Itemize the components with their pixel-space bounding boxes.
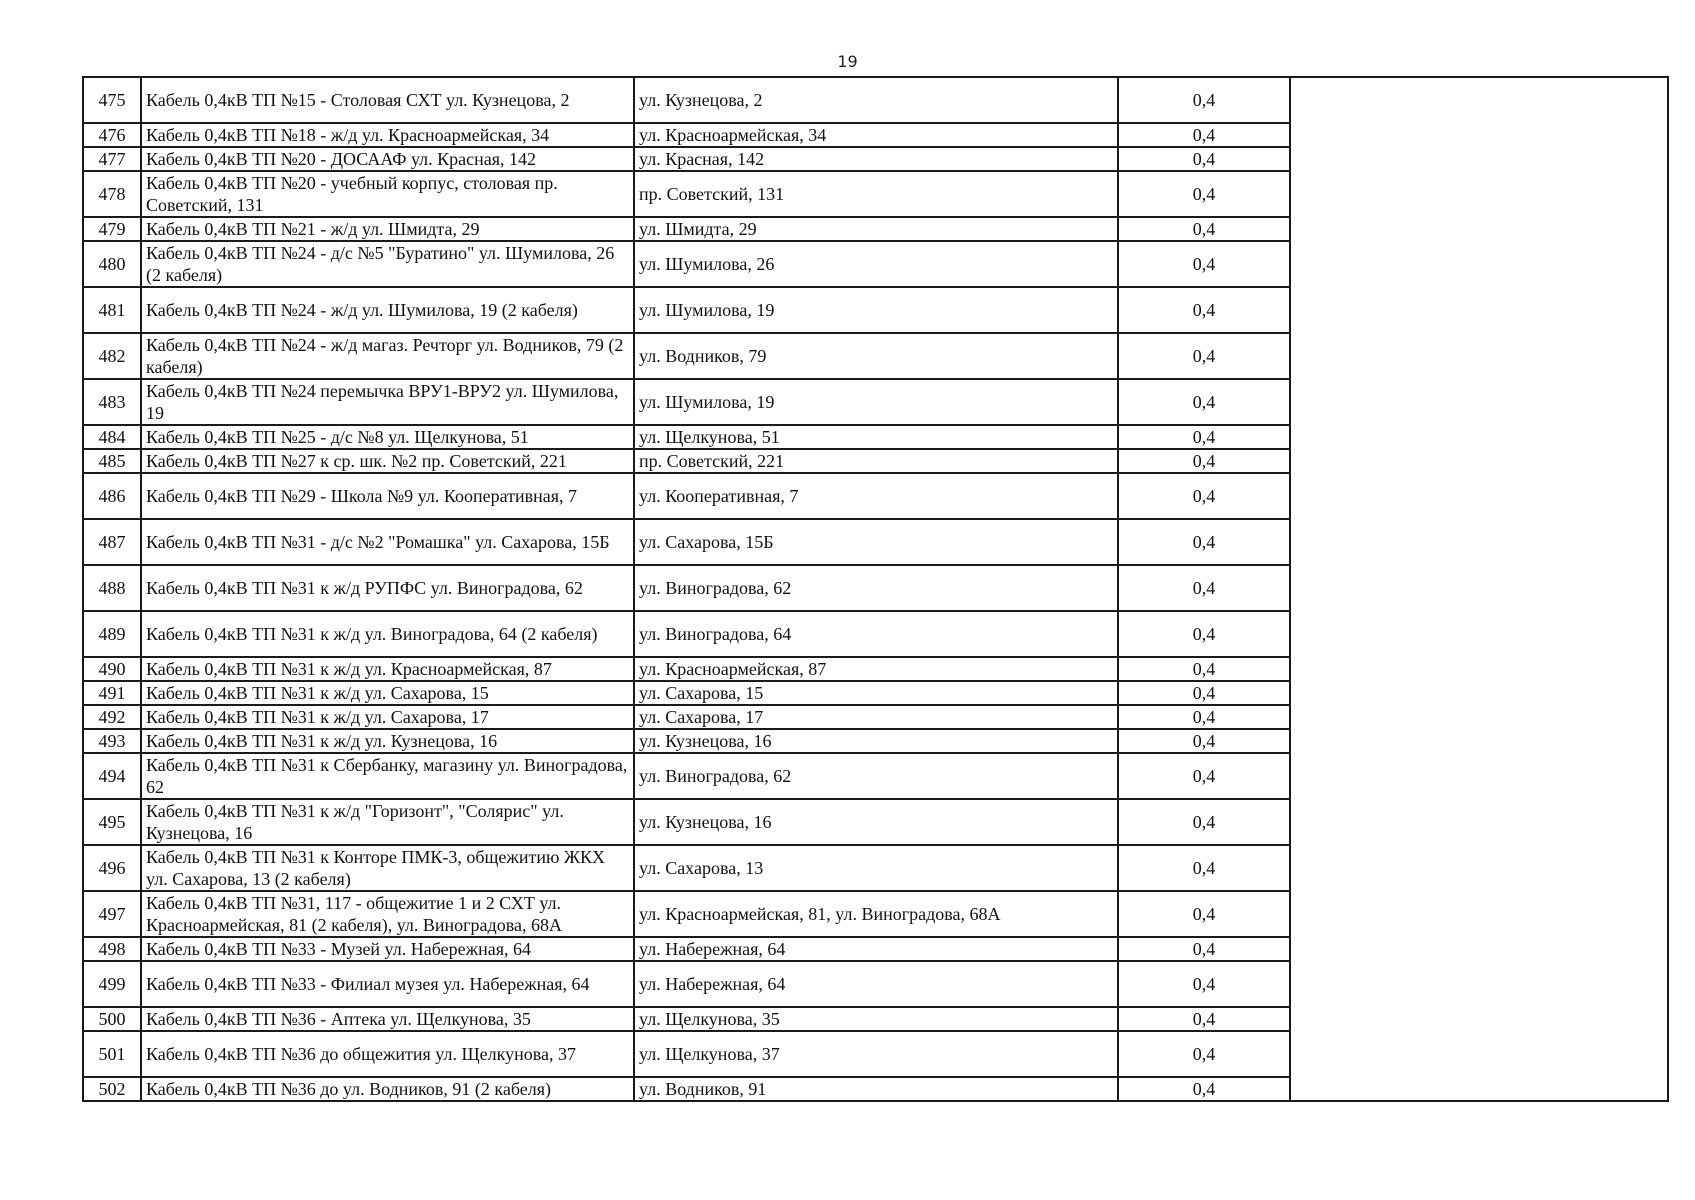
row-number: 502 bbox=[83, 1077, 141, 1101]
cable-address: пр. Советский, 131 bbox=[634, 171, 1118, 217]
cable-voltage: 0,4 bbox=[1118, 937, 1290, 961]
cable-name: Кабель 0,4кВ ТП №29 - Школа №9 ул. Кооперативная, 7 bbox=[141, 473, 634, 519]
cable-name: Кабель 0,4кВ ТП №31 к ж/д ул. Виноградова, 64 (2 кабеля) bbox=[141, 611, 634, 657]
cable-address: ул. Водников, 79 bbox=[634, 333, 1118, 379]
cable-name: Кабель 0,4кВ ТП №20 - ДОСААФ ул. Красная, 142 bbox=[141, 147, 634, 171]
row-number: 480 bbox=[83, 241, 141, 287]
cable-address: ул. Красноармейская, 34 bbox=[634, 123, 1118, 147]
cable-name: Кабель 0,4кВ ТП №31 к ж/д ул. Сахарова, 17 bbox=[141, 705, 634, 729]
row-number: 501 bbox=[83, 1031, 141, 1077]
cable-voltage: 0,4 bbox=[1118, 123, 1290, 147]
cable-name: Кабель 0,4кВ ТП №15 - Столовая СХТ ул. Кузнецова, 2 bbox=[141, 77, 634, 123]
cable-address: ул. Сахарова, 13 bbox=[634, 845, 1118, 891]
cable-address: ул. Виноградова, 62 bbox=[634, 753, 1118, 799]
cable-voltage: 0,4 bbox=[1118, 287, 1290, 333]
cable-voltage: 0,4 bbox=[1118, 799, 1290, 845]
cable-name: Кабель 0,4кВ ТП №18 - ж/д ул. Красноармейская, 34 bbox=[141, 123, 634, 147]
cable-name: Кабель 0,4кВ ТП №33 - Музей ул. Набережная, 64 bbox=[141, 937, 634, 961]
cable-voltage: 0,4 bbox=[1118, 1007, 1290, 1031]
cable-name: Кабель 0,4кВ ТП №24 - ж/д магаз. Речторг ул. Водников, 79 (2 кабеля) bbox=[141, 333, 634, 379]
cable-voltage: 0,4 bbox=[1118, 147, 1290, 171]
cable-address: ул. Водников, 91 bbox=[634, 1077, 1118, 1101]
cable-name: Кабель 0,4кВ ТП №36 до общежития ул. Щелкунова, 37 bbox=[141, 1031, 634, 1077]
cable-address: ул. Кузнецова, 16 bbox=[634, 799, 1118, 845]
row-number: 500 bbox=[83, 1007, 141, 1031]
row-number: 478 bbox=[83, 171, 141, 217]
row-number: 494 bbox=[83, 753, 141, 799]
cable-voltage: 0,4 bbox=[1118, 519, 1290, 565]
row-number: 499 bbox=[83, 961, 141, 1007]
cable-name: Кабель 0,4кВ ТП №33 - Филиал музея ул. Набережная, 64 bbox=[141, 961, 634, 1007]
cable-name: Кабель 0,4кВ ТП №31 к ж/д "Горизонт", "Солярис" ул. Кузнецова, 16 bbox=[141, 799, 634, 845]
cable-name: Кабель 0,4кВ ТП №31 к Конторе ПМК-3, общежитию ЖКХ ул. Сахарова, 13 (2 кабеля) bbox=[141, 845, 634, 891]
row-number: 483 bbox=[83, 379, 141, 425]
cable-voltage: 0,4 bbox=[1118, 379, 1290, 425]
row-number: 493 bbox=[83, 729, 141, 753]
cable-address: ул. Кузнецова, 2 bbox=[634, 77, 1118, 123]
cable-name: Кабель 0,4кВ ТП №31 - д/с №2 "Ромашка" ул. Сахарова, 15Б bbox=[141, 519, 634, 565]
cable-name: Кабель 0,4кВ ТП №24 - ж/д ул. Шумилова, 19 (2 кабеля) bbox=[141, 287, 634, 333]
row-number: 495 bbox=[83, 799, 141, 845]
row-number: 490 bbox=[83, 657, 141, 681]
cable-address: ул. Шумилова, 26 bbox=[634, 241, 1118, 287]
cable-name: Кабель 0,4кВ ТП №36 - Аптека ул. Щелкунова, 35 bbox=[141, 1007, 634, 1031]
cable-voltage: 0,4 bbox=[1118, 681, 1290, 705]
cable-name: Кабель 0,4кВ ТП №20 - учебный корпус, столовая пр. Советский, 131 bbox=[141, 171, 634, 217]
cable-name: Кабель 0,4кВ ТП №31, 117 - общежитие 1 и 2 СХТ ул. Красноармейская, 81 (2 кабеля), ул. Виноградова, 68А bbox=[141, 891, 634, 937]
cable-address: ул. Шумилова, 19 bbox=[634, 379, 1118, 425]
row-number: 477 bbox=[83, 147, 141, 171]
row-number: 482 bbox=[83, 333, 141, 379]
cable-name: Кабель 0,4кВ ТП №21 - ж/д ул. Шмидта, 29 bbox=[141, 217, 634, 241]
cable-name: Кабель 0,4кВ ТП №24 перемычка ВРУ1-ВРУ2 ул. Шумилова, 19 bbox=[141, 379, 634, 425]
row-number: 481 bbox=[83, 287, 141, 333]
cable-name: Кабель 0,4кВ ТП №31 к ж/д ул. Красноармейская, 87 bbox=[141, 657, 634, 681]
cable-voltage: 0,4 bbox=[1118, 845, 1290, 891]
cable-address: ул. Сахарова, 17 bbox=[634, 705, 1118, 729]
cable-address: ул. Набережная, 64 bbox=[634, 961, 1118, 1007]
cable-address: ул. Красноармейская, 87 bbox=[634, 657, 1118, 681]
cable-name: Кабель 0,4кВ ТП №24 - д/с №5 "Буратино" ул. Шумилова, 26 (2 кабеля) bbox=[141, 241, 634, 287]
row-number: 475 bbox=[83, 77, 141, 123]
cable-voltage: 0,4 bbox=[1118, 77, 1290, 123]
cable-name: Кабель 0,4кВ ТП №31 к ж/д ул. Кузнецова, 16 bbox=[141, 729, 634, 753]
row-number: 492 bbox=[83, 705, 141, 729]
cable-voltage: 0,4 bbox=[1118, 241, 1290, 287]
row-number: 497 bbox=[83, 891, 141, 937]
row-number: 486 bbox=[83, 473, 141, 519]
cable-address: ул. Сахарова, 15Б bbox=[634, 519, 1118, 565]
cable-voltage: 0,4 bbox=[1118, 961, 1290, 1007]
row-number: 476 bbox=[83, 123, 141, 147]
row-number: 479 bbox=[83, 217, 141, 241]
cable-voltage: 0,4 bbox=[1118, 753, 1290, 799]
cable-address: ул. Шмидта, 29 bbox=[634, 217, 1118, 241]
cable-address: пр. Советский, 221 bbox=[634, 449, 1118, 473]
cable-voltage: 0,4 bbox=[1118, 473, 1290, 519]
cable-address: ул. Виноградова, 62 bbox=[634, 565, 1118, 611]
cable-name: Кабель 0,4кВ ТП №36 до ул. Водников, 91 (2 кабеля) bbox=[141, 1077, 634, 1101]
cable-voltage: 0,4 bbox=[1118, 891, 1290, 937]
cable-address: ул. Щелкунова, 35 bbox=[634, 1007, 1118, 1031]
cable-address: ул. Красноармейская, 81, ул. Виноградова, 68А bbox=[634, 891, 1118, 937]
cable-address: ул. Шумилова, 19 bbox=[634, 287, 1118, 333]
row-number: 485 bbox=[83, 449, 141, 473]
row-number: 487 bbox=[83, 519, 141, 565]
cable-voltage: 0,4 bbox=[1118, 1077, 1290, 1101]
cable-address: ул. Сахарова, 15 bbox=[634, 681, 1118, 705]
cable-registry-table bbox=[82, 76, 1669, 1102]
row-number: 498 bbox=[83, 937, 141, 961]
cable-voltage: 0,4 bbox=[1118, 657, 1290, 681]
cable-voltage: 0,4 bbox=[1118, 217, 1290, 241]
table-row bbox=[83, 77, 1668, 123]
cable-address: ул. Набережная, 64 bbox=[634, 937, 1118, 961]
cable-address: ул. Кооперативная, 7 bbox=[634, 473, 1118, 519]
row-number: 489 bbox=[83, 611, 141, 657]
cable-name: Кабель 0,4кВ ТП №31 к Сбербанку, магазину ул. Виноградова, 62 bbox=[141, 753, 634, 799]
cable-voltage: 0,4 bbox=[1118, 705, 1290, 729]
cable-address: ул. Кузнецова, 16 bbox=[634, 729, 1118, 753]
cable-address: ул. Щелкунова, 37 bbox=[634, 1031, 1118, 1077]
cable-voltage: 0,4 bbox=[1118, 565, 1290, 611]
row-number: 491 bbox=[83, 681, 141, 705]
cable-voltage: 0,4 bbox=[1118, 333, 1290, 379]
page-number: 19 bbox=[837, 52, 858, 71]
cable-name: Кабель 0,4кВ ТП №31 к ж/д РУПФС ул. Виноградова, 62 bbox=[141, 565, 634, 611]
cable-address: ул. Виноградова, 64 bbox=[634, 611, 1118, 657]
cable-voltage: 0,4 bbox=[1118, 729, 1290, 753]
cable-voltage: 0,4 bbox=[1118, 449, 1290, 473]
cable-voltage: 0,4 bbox=[1118, 425, 1290, 449]
cable-voltage: 0,4 bbox=[1118, 1031, 1290, 1077]
cable-voltage: 0,4 bbox=[1118, 611, 1290, 657]
cable-address: ул. Красная, 142 bbox=[634, 147, 1118, 171]
row-number: 496 bbox=[83, 845, 141, 891]
cable-name: Кабель 0,4кВ ТП №31 к ж/д ул. Сахарова, 15 bbox=[141, 681, 634, 705]
cable-address: ул. Щелкунова, 51 bbox=[634, 425, 1118, 449]
row-number: 484 bbox=[83, 425, 141, 449]
cable-name: Кабель 0,4кВ ТП №27 к ср. шк. №2 пр. Советский, 221 bbox=[141, 449, 634, 473]
cable-voltage: 0,4 bbox=[1118, 171, 1290, 217]
empty-cell bbox=[1290, 77, 1668, 1101]
cable-name: Кабель 0,4кВ ТП №25 - д/с №8 ул. Щелкунова, 51 bbox=[141, 425, 634, 449]
row-number: 488 bbox=[83, 565, 141, 611]
